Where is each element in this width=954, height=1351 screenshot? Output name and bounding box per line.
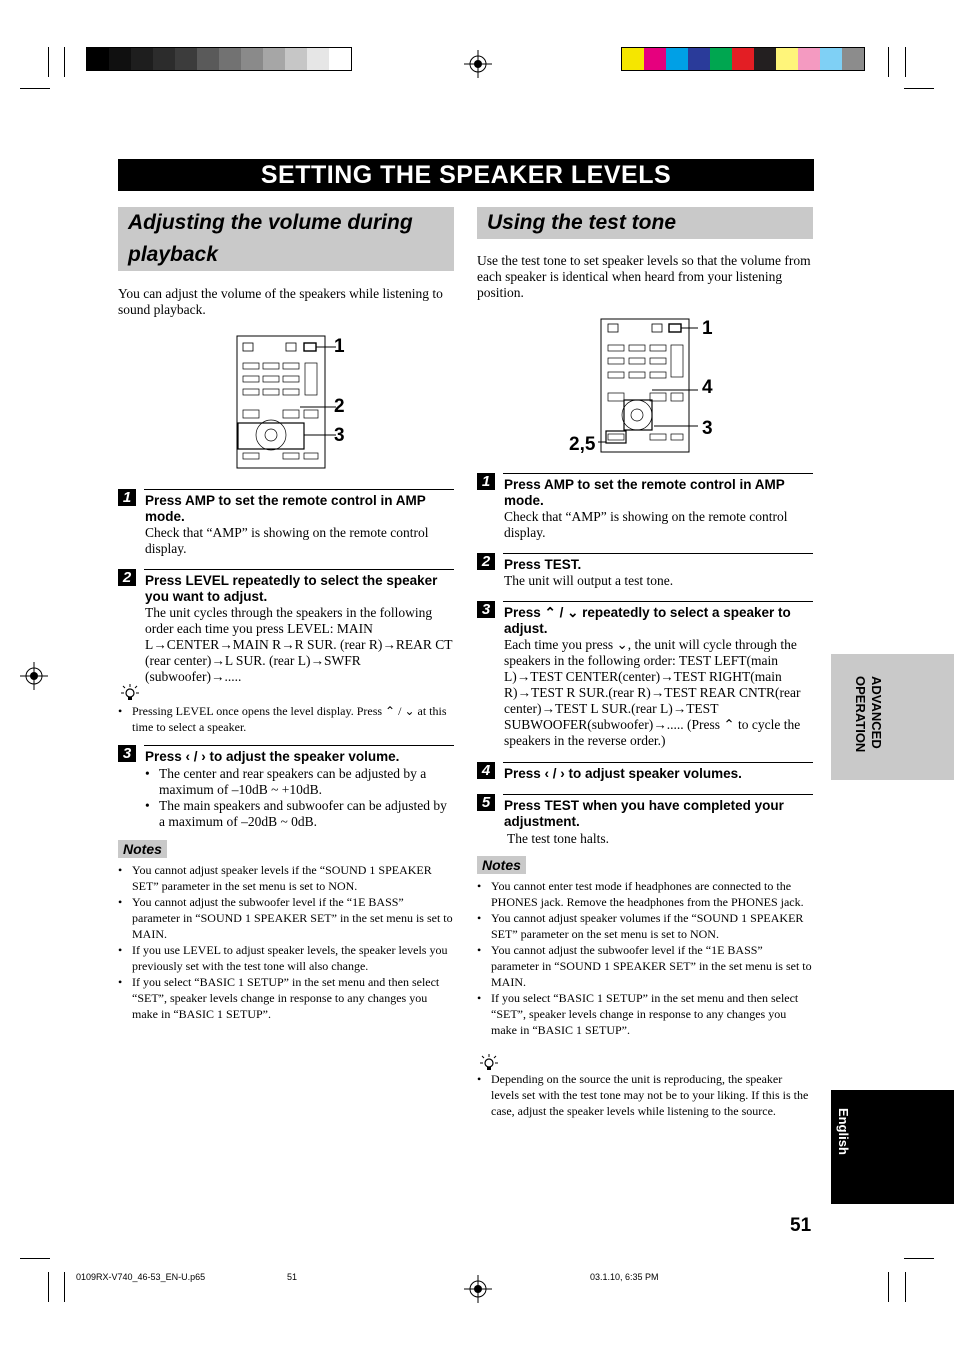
callout-1: 1 (702, 318, 713, 339)
left-notes-list (118, 862, 453, 1022)
color-swatch (241, 48, 263, 70)
step-heading: Press TEST when you have completed your adjustment. (504, 798, 784, 829)
color-swatch (622, 48, 644, 70)
side-tab-label: ADVANCED OPERATION (853, 676, 884, 753)
step-number: 1 (118, 489, 136, 506)
step-text: The unit will output a test tone. (504, 573, 674, 588)
note-item: • You cannot adjust speaker levels if the “SOUND 1 SPEAKER SET” parameter in the set menu is set to NON. (118, 862, 453, 894)
right-tip-list (477, 1071, 813, 1119)
crop-mark (888, 47, 889, 77)
section-title-test-tone (477, 207, 813, 239)
color-swatch (175, 48, 197, 70)
crop-mark (64, 47, 65, 77)
step-number: 1 (477, 473, 495, 490)
bullet-item: • The center and rear speakers can be adjusted by a maximum of –10dB ~ +10dB. (145, 766, 454, 798)
step-heading: Press TEST. (504, 557, 582, 572)
callout-2: 2 (334, 396, 345, 417)
color-calibration-bar (621, 47, 865, 71)
color-swatch (307, 48, 329, 70)
step-text: Each time you press ⌄, the unit will cycle through the speakers in the following order: TEST LEFT(main L)→TEST CENTER(center)→TEST RIGHT(main R)→TEST R SUR.(rear R)→TEST REAR CNTR(rear center)→TEST L SUR.(rear L)→TEST SUBWOOFER(subwoofer)→..... (Press ⌃ to cycle the speakers in the reverse order.) (504, 637, 801, 748)
crop-mark (888, 1272, 889, 1302)
step-text: Check that “AMP” is showing on the remote control display. (504, 509, 788, 540)
step-number: 5 (477, 794, 495, 811)
color-swatch (285, 48, 307, 70)
right-step-4 (477, 762, 813, 786)
color-swatch (153, 48, 175, 70)
step-heading: Press AMP to set the remote control in AMP mode. (145, 493, 426, 524)
bullet-item: • The main speakers and subwoofer can be adjusted by a maximum of –20dB ~ 0dB. (145, 798, 454, 830)
tip-list (118, 703, 454, 735)
left-step-1 (118, 489, 454, 559)
notes-label: Notes (118, 840, 167, 858)
step-heading: Press ‹ / › to adjust speaker volumes. (504, 766, 742, 781)
color-swatch (688, 48, 710, 70)
color-swatch (776, 48, 798, 70)
color-swatch (219, 48, 241, 70)
step-number: 2 (118, 569, 136, 586)
page-title: SETTING THE SPEAKER LEVELS (118, 159, 814, 191)
section-title-text: Using the test tone (487, 211, 677, 234)
step-number: 3 (477, 601, 495, 618)
side-tab-advanced-operation (831, 654, 954, 780)
color-swatch (842, 48, 864, 70)
callout-2-5: 2,5 (569, 434, 596, 455)
left-step-2 (118, 569, 454, 739)
step-number: 4 (477, 762, 495, 779)
notes-label: Notes (477, 856, 526, 874)
callout-1: 1 (334, 336, 345, 357)
note-item: • You cannot adjust the subwoofer level if the “1E BASS” parameter in “SOUND 1 SPEAKER SET” in the set menu is set to MAIN. (118, 894, 453, 942)
step-heading: Press ⌃ / ⌄ repeatedly to select a speaker to adjust. (504, 605, 791, 636)
color-swatch (710, 48, 732, 70)
color-swatch (820, 48, 842, 70)
registration-mark-top (464, 50, 492, 78)
color-swatch (644, 48, 666, 70)
callout-3: 3 (702, 418, 713, 439)
step-number: 3 (118, 745, 136, 762)
crop-mark (48, 1272, 49, 1302)
tip-lightbulb-icon (118, 684, 144, 702)
right-step-5 (477, 794, 813, 849)
crop-mark (904, 1258, 934, 1259)
registration-mark-left (20, 662, 48, 690)
step-text: The test tone halts. (507, 831, 609, 846)
color-swatch (87, 48, 109, 70)
crop-mark (20, 88, 50, 89)
right-step-3 (477, 601, 813, 751)
crop-mark (904, 88, 934, 89)
color-swatch (131, 48, 153, 70)
step-heading: Press ‹ / › to adjust the speaker volume. (145, 749, 400, 764)
footer-date: 03.1.10, 6:35 PM (590, 1272, 659, 1282)
crop-mark (48, 47, 49, 77)
left-step-3 (118, 745, 454, 835)
step-heading: Press LEVEL repeatedly to select the speaker you want to adjust. (145, 573, 438, 604)
color-swatch (798, 48, 820, 70)
registration-mark-bottom (464, 1275, 492, 1303)
step-heading: Press AMP to set the remote control in AMP mode. (504, 477, 785, 508)
note-item: • You cannot adjust speaker volumes if the “SOUND 1 SPEAKER SET” parameter on the set menu is set to NON. (477, 910, 813, 942)
crop-mark (20, 1258, 50, 1259)
color-swatch (666, 48, 688, 70)
tip-lightbulb-icon (477, 1054, 503, 1072)
note-item: • You cannot enter test mode if headphones are connected to the PHONES jack. Remove the headphones from the PHONES jack. (477, 878, 813, 910)
color-swatch (754, 48, 776, 70)
footer-file: 0109RX-V740_46-53_EN-U.p65 (76, 1272, 206, 1282)
color-swatch (197, 48, 219, 70)
gray-scale-bar (86, 47, 352, 71)
page-number: 51 (790, 1215, 812, 1236)
right-step-1 (477, 473, 813, 543)
note-item: • If you select “BASIC 1 SETUP” in the set menu and then select “SET”, speaker levels change in response to any changes you make in “BASIC 1 SETUP”. (118, 974, 453, 1022)
color-swatch (109, 48, 131, 70)
remote-control-illustration (598, 318, 716, 453)
section-title-volume (118, 207, 454, 271)
right-intro: Use the test tone to set speaker levels so that the volume from each speaker is identical when heard from your listening position. (477, 253, 811, 300)
side-tab-english (831, 1090, 954, 1204)
footer-page: 51 (287, 1272, 298, 1282)
step-bullets (145, 766, 454, 830)
crop-mark (905, 47, 906, 77)
side-tab-label: English (836, 1108, 851, 1155)
crop-mark (905, 1272, 906, 1302)
color-swatch (732, 48, 754, 70)
note-item: • You cannot adjust the subwoofer level if the “1E BASS” parameter in “SOUND 1 SPEAKER SET” in the set menu is set to MAIN. (477, 942, 813, 990)
color-swatch (263, 48, 285, 70)
tip-item: • Depending on the source the unit is reproducing, the speaker levels set with the test tone may not be to your liking. If this is the case, adjust the speaker levels while listening to the source. (477, 1071, 813, 1119)
note-item: • If you select “BASIC 1 SETUP” in the set menu and then select “SET”, speaker levels change in response to any changes you make in “BASIC 1 SETUP”. (477, 990, 813, 1038)
tip-item: • Pressing LEVEL once opens the level display. Press ⌃ / ⌄ at this time to select a speaker. (118, 703, 454, 735)
callout-3: 3 (334, 425, 345, 446)
crop-mark (64, 1272, 65, 1302)
color-swatch (329, 48, 351, 70)
note-item: • If you use LEVEL to adjust speaker levels, the speaker levels you previously set with the test tone will also change. (118, 942, 453, 974)
callout-4: 4 (702, 377, 713, 398)
right-notes-list (477, 878, 813, 1038)
step-text: The unit cycles through the speakers in the following order each time you press LEVEL: MAIN L→CENTER→MAIN R→R SUR. (rear R)→REAR CT (rear center)→L SUR. (rear L)→SWFR (subwoofer)→..... (145, 605, 453, 684)
right-step-2 (477, 553, 813, 593)
step-number: 2 (477, 553, 495, 570)
section-title-text: Adjusting the volume during playback (128, 211, 413, 266)
step-text: Check that “AMP” is showing on the remote control display. (145, 525, 429, 556)
left-intro: You can adjust the volume of the speakers while listening to sound playback. (118, 286, 443, 317)
